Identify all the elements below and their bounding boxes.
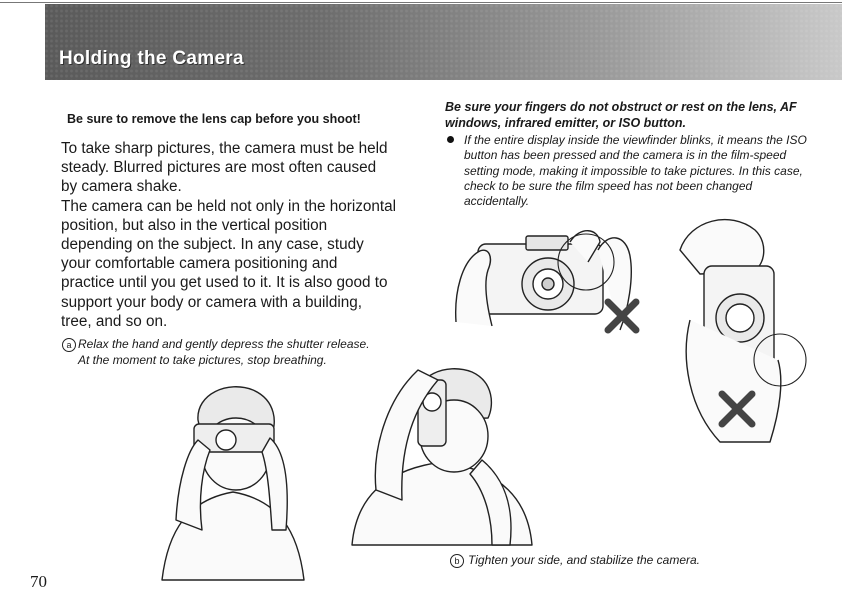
page-title: Holding the Camera: [59, 48, 244, 69]
iso-bullet: [447, 133, 807, 209]
holding-instructions: To take sharp pictures, the camera must be held steady. Blurred pictures are most often caused by camera shake. The camera can be held not only in the horizontal position, but also in the vertical position depending on the subject. In any case, study your comfortable camera positioning and practice until you get used to it. It is also good to support your body or camera with a building, tree, and so on.: [61, 140, 397, 330]
header-banner: [45, 4, 842, 80]
finger-warning-heading: Be sure your fingers do not obstruct or rest on the lens, AF windows, infrared emitter, or ISO button.: [445, 100, 797, 130]
iso-bullet-text: If the entire display inside the viewfinder blinks, it means the ISO button has been pressed and the camera is in the film-speed setting mode, making it impossible to take pictures. In this case, check to be sure the film speed has not been changed accidentally.: [464, 133, 807, 209]
horizontal-shooting-man-illustration: [158, 380, 308, 580]
camera-lens-core: [542, 278, 554, 290]
note-b: [450, 553, 700, 568]
top-rule: [0, 2, 842, 3]
note-a: [62, 336, 370, 368]
left-hand: [456, 250, 492, 326]
horizontal-grip-wrong-illustration: [448, 222, 648, 340]
note-b-marker: b: [450, 554, 464, 568]
bullet-dot-icon: [447, 136, 454, 143]
lens-cap-notice: Be sure to remove the lens cap before you shoot!: [67, 112, 361, 126]
camera-lens: [216, 430, 236, 450]
page-number: 70: [30, 572, 47, 591]
note-a-marker: a: [62, 338, 76, 352]
note-a-line1: Relax the hand and gently depress the shutter release.: [78, 337, 370, 351]
note-b-text: Tighten your side, and stabilize the camera.: [468, 553, 701, 567]
note-a-line2: At the moment to take pictures, stop breathing.: [78, 353, 327, 367]
camera-lens-inner: [726, 304, 754, 332]
vertical-shooting-man-illustration: [342, 340, 542, 545]
vertical-grip-wrong-illustration: [660, 210, 810, 450]
